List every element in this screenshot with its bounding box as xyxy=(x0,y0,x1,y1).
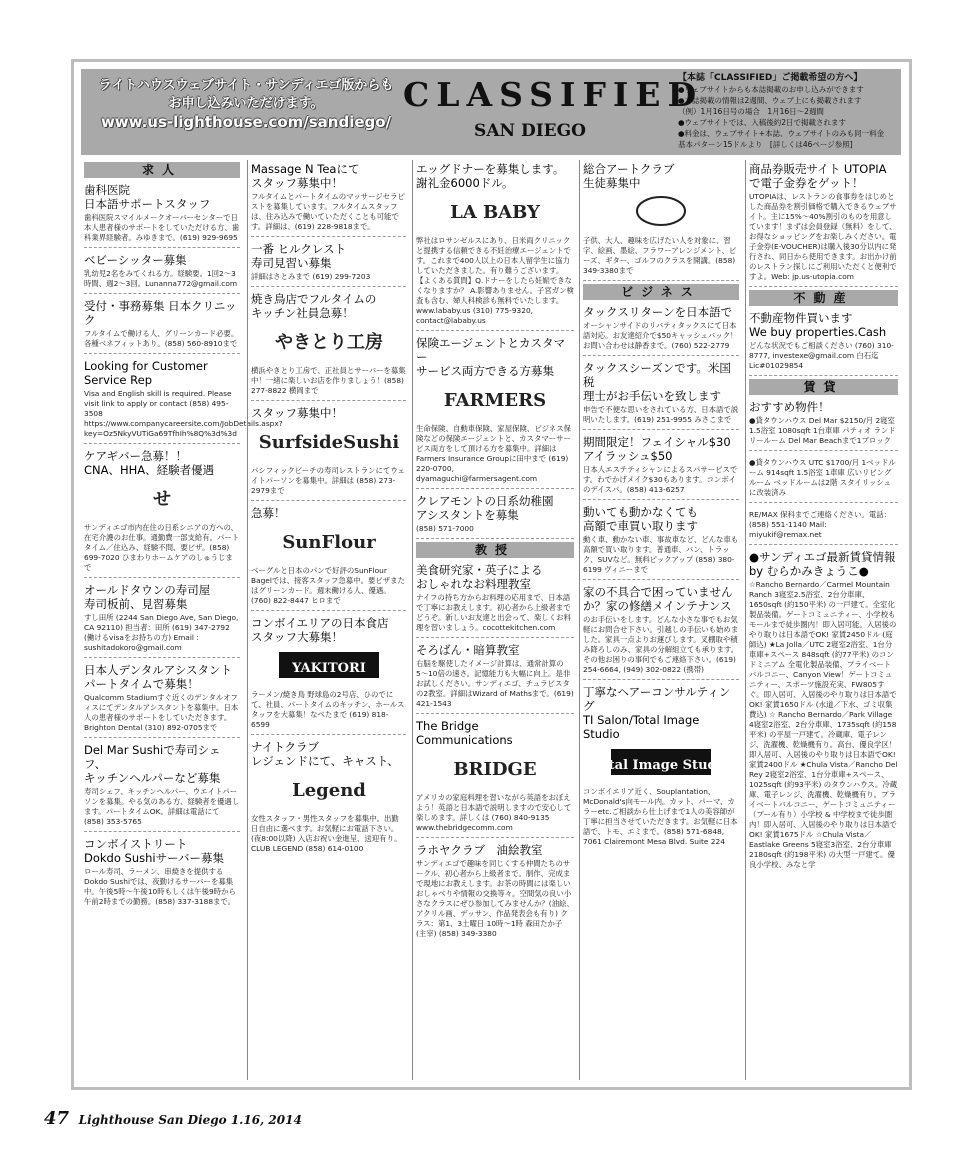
palette-icon xyxy=(637,197,685,225)
ad-body: ●貸タウンハウス Del Mar $2150/月 2寝室 1.5浴室 1080sqft 1台車庫 パティオ ランドリールーム Del Mar Beachまで1ブロック xyxy=(749,416,896,445)
logo-image xyxy=(259,772,399,806)
ad-body: フルタイムとパートタイムのマッサージセラピストを募集しています。フルタイムスタッフは、住み込みで働いていただくことも可能です。詳細は、(619) 228-9818まで。 xyxy=(251,192,405,231)
ad-title: おすすめ物件！ xyxy=(749,400,830,414)
logo-text: やきとり工房 xyxy=(274,332,383,353)
ad-body: ナイフの持ち方からお料理の応用まで、日本語で丁寧にお教えします。初心者から上級者までどうぞ。新しいお友達と出会って、楽しくお料理を習いましょう。cocottekitchen.com xyxy=(416,593,571,632)
logo-text: YAKITORI xyxy=(291,661,366,676)
banner-notice xyxy=(678,73,894,150)
ad-body: 動く車、動かない車、事故車など、どんな車も高額で買い取ります。普通車、バン、トラック、SUVなど。無料ピックアップ (858) 380-6199 ヴィニーまで xyxy=(583,535,739,574)
banner-title: CLASSIFIED xyxy=(403,75,704,114)
ad-title: 商品券販売サイト UTOPIA で電子金券をゲット！ xyxy=(749,162,887,190)
ad-title: ナイトクラブ レジェンドにて、キャスト、 xyxy=(251,740,399,768)
banner-url[interactable]: www.us-lighthouse.com/sandiego/ xyxy=(100,113,392,131)
ad-body: ベーグルと日本のパンで好評のSunFlour Bagelでは、接客スタッフ急募中。要ビザまたはグリーンカード。週末働ける人、優遇。(760) 822-8447 ヒロまで xyxy=(251,566,405,605)
page-number: 47 xyxy=(44,1108,70,1129)
ad-title: 急募！ xyxy=(251,506,286,520)
ad-title: タックスシーズンです。米国税 理士がお手伝いを致します xyxy=(583,361,731,403)
logo-image xyxy=(259,648,399,682)
classified-ad xyxy=(84,357,283,444)
category-header: 教授 xyxy=(416,542,574,558)
ad-title: クレアモントの日系幼稚園 アシスタントを募集 xyxy=(416,494,554,522)
ad-title: 一番 ヒルクレスト 寿司見習い募集 xyxy=(251,242,347,270)
ad-body: Qualcomm Stadiumすぐ近くのデンタルオフィスにてデンタルアシスタントを募集中。日本人の患者様のサポートをしていただきます。Brighton Dental (310) 892-0705まで xyxy=(84,693,239,732)
classified-ad xyxy=(251,614,406,735)
ad-title: 保険エージェントとカスタマー サービス両方できる方募集 xyxy=(416,336,566,378)
ad-body: パシフィックビーチの寿司レストランにてウェイトパーソンを募集中。詳細は (858) 273-2979まで xyxy=(251,466,405,495)
classified-ad xyxy=(583,583,739,680)
column-1 xyxy=(81,160,283,1080)
classified-ad xyxy=(251,160,406,237)
ad-body: すし田所 (2244 San Diego Ave, San Diego, CA 92110) 担当者：田所 (619) 347-2792 (働けるvisaをお持ちの方) Email : sushitadokoro@gmail.com xyxy=(84,613,239,652)
column-5 xyxy=(745,160,901,1080)
classified-ad xyxy=(84,447,240,578)
ad-body: ラーメン/焼き鳥 野球島の2号店、ひのでにて、社員、パートタイムのキッチン、ホールスタッフを大募集！なべたまで (619) 818-6599 xyxy=(251,690,405,729)
banner-notice-line: ●ウェブサイトからも本誌掲載のお申し込みができます xyxy=(678,85,864,94)
ad-body: ロール寿司、ラーメン、串焼きを提供するDokdo Sushiでは、夜勤けるサーバーを募集中。午後5時〜午後10時もしくは午後9時から午前2時までの勤務。(858) 337-3188まで。 xyxy=(84,867,236,906)
column-4 xyxy=(579,160,742,1080)
ad-body: どんな状況でもご相談ください (760) 310-8777, investexe@gmail.com 白石迄 Lic#01029854 xyxy=(749,341,894,370)
logo-image xyxy=(92,481,232,515)
banner-notice-line: ●料金は、ウェブサイト+本誌、ウェブサイトのみも同一料金 xyxy=(678,129,885,138)
classified-ad xyxy=(583,303,739,356)
logo-text: FARMERS xyxy=(443,390,547,411)
classified-ad xyxy=(416,641,574,714)
classified-ad xyxy=(749,160,898,287)
classified-ad xyxy=(84,181,240,248)
ad-body: 寿司シェフ、キッチンヘルパー、ウエイトパーソンを募集。やる気のある方、経験者を優遇します。パートタイムOK。詳細は電話にて (858) 353-5765 xyxy=(84,787,240,826)
ad-title: Looking for Customer Service Rep xyxy=(84,359,208,387)
banner-promo-line2: お申し込みいただけます。 xyxy=(168,96,324,111)
logo-image xyxy=(425,382,565,416)
publication-info: Lighthouse San Diego 1.16, 2014 xyxy=(78,1113,302,1127)
classified-ad xyxy=(251,240,406,287)
ad-title: コンボイエリアの日本食店 スタッフ大募集！ xyxy=(251,616,389,644)
ad-title: 動いても動かなくても 高額で車買い取ります xyxy=(583,505,698,533)
ad-title: 歯科医院 日本語サポートスタッフ xyxy=(84,183,211,211)
classified-ad xyxy=(583,433,739,500)
logo-image xyxy=(259,424,399,458)
ad-body: オーシャンサイドのリバティタックスにて日本語対応。お友達紹介で$50キャッシュバック！お問い合わせは静香まで。(760) 522-2779 xyxy=(583,321,738,350)
ad-body: サンディエゴ市内在住の日系シニアの方への、在宅介護のお仕事。通勤費一部支給有。パートタイム／住込み、経験不問、要ビザ。(858) 699-7020 ひまわりホームケアのしゅうじまで xyxy=(84,523,240,572)
ad-body: RE/MAX 保科までご連絡ください。電話：(858) 551-1140 Mail: miyukif@remax.net xyxy=(749,510,892,539)
ad-logo xyxy=(416,382,574,420)
classified-ad xyxy=(416,334,574,489)
ad-logo xyxy=(416,194,574,232)
logo-image xyxy=(259,524,399,558)
banner-promo xyxy=(81,77,411,131)
logo-text: Legend xyxy=(291,780,366,801)
column-3 xyxy=(412,160,577,1080)
ad-title: コンボイストリート Dokdo Sushiサーバー募集 xyxy=(84,837,225,865)
ad-body: 右脳を駆使したイメージ計算は、通常計算の5〜10倍の速さ。記憶能力も大幅に向上。是非お試しください。サンディエゴ、チュラビスタの2教室。詳細はWizard of Mathsまで。(619) 421-1543 xyxy=(416,659,574,708)
logo-text: LA BABY xyxy=(450,202,540,223)
ad-title: 家の不具合で困っていません か？家の修繕メインテナンス xyxy=(583,585,733,613)
ad-body: ●貸タウンハウス UTC $1700/月 1ベッドルーム 914sqft 1.5浴室 1車庫 広いリビングルーム ベッドルームは2階 スタイリッシュに改装済み xyxy=(749,458,896,497)
classified-ad xyxy=(84,297,240,354)
classified-ad xyxy=(251,738,406,858)
banner-notice-line: 基本パターン15ドルより [詳しくは46ページ参照] xyxy=(678,140,853,149)
classified-ad xyxy=(416,841,574,943)
ad-body: 横浜やきとり工房で、正社員とサーバーを募集中！一緒に楽しいお店を作りましょう！(858) 277-8822 横岡まで xyxy=(251,366,406,395)
ad-body: アメリカの家庭料理を習いながら英語をおぼえよう！英語と日本語で説明しますので安心して楽しめます。詳しくは (760) 840-9135 www.thebridgecomm.com xyxy=(416,793,572,832)
ad-body: 歯科医院スマイルメークオーバーセンターで日本人患者様のサポートをしていただける方、歯科業界経験者。みゆきまで。(619) 929-9695 xyxy=(84,213,240,242)
logo-text: SurfsideSushi xyxy=(258,432,399,453)
ad-title: ケアギバー急募！！ CNA、HHA、経験者優遇 xyxy=(84,449,215,477)
classified-ad xyxy=(583,683,739,851)
logo-text: SunFlour xyxy=(281,532,376,553)
ad-body: 子供、大人、趣味を広げたい人を対象に、習字、絵画、墨絵、フラワーアレンジメント、ビーズ、ギター、ゴルフのクラスを開講。(858) 349-3380まで xyxy=(583,236,737,275)
ad-title: 丁寧なヘアーコンサルティング TI Salon/Total Image Studio xyxy=(583,685,731,741)
category-header: ビジネス xyxy=(583,284,739,300)
logo-image xyxy=(591,194,731,228)
ad-logo xyxy=(583,745,739,783)
ad-logo xyxy=(251,648,406,686)
ad-body: 日本人エステティシャンによるスパサービスです。わでかげメイク$30もあります。コンボイのデイスパ。(858) 413-6257 xyxy=(583,465,738,494)
ad-title: Del Mar Sushiで寿司シェフ、 キッチンヘルパーなど募集 xyxy=(84,743,221,785)
classified-ad xyxy=(583,503,739,580)
classified-ad xyxy=(84,251,240,294)
classified-ad xyxy=(749,398,898,451)
ad-body: UTOPIAは、レストランの食事券をはじめとした商品券を割引価格で購入できるウェブサイト。主に15%〜40%割引のものを用意しています！まずは会員登録（無料）をして、お得なショッピングをお楽しみください。電子金券(E-VOUCHER)は購入後30分以内に発行され、同日から使用できます。お出かけ前のレストラン探しにご利用いただくと便利ですよ。Web: jp.us-utopia.com xyxy=(749,192,897,281)
ad-logo xyxy=(251,772,406,810)
logo-text: Total Image Studio xyxy=(591,758,731,773)
classified-ad xyxy=(84,661,240,738)
column-2 xyxy=(247,160,409,1080)
banner-notice-line: ●本誌掲載の情報は2週間、ウェブ上にも掲載されます xyxy=(678,96,862,105)
classified-ad xyxy=(749,454,898,503)
classified-ad xyxy=(251,504,406,611)
ad-logo xyxy=(251,424,406,462)
logo-text: せ xyxy=(153,489,171,510)
category-header: 求人 xyxy=(84,162,240,178)
logo-image xyxy=(591,745,731,779)
classified-ad xyxy=(416,492,574,539)
banner-subtitle: SAN DIEGO xyxy=(474,121,586,141)
ad-body: 生命保険、自動車保険、家屋保険、ビジネス保険などの保険エージェントと、カスタマーサービス両方をして頂ける方を募集中。詳細はFarmers Insurance Groupに田中まで (619) 220-0700, dyamaguchi@farmersagent.com xyxy=(416,424,571,483)
banner-notice-title: 【本誌「CLASSIFIED」ご掲載希望の方へ】 xyxy=(678,73,863,83)
ad-title: The Bridge Communications xyxy=(416,719,513,747)
ad-body: コンボイエリア近く、Souplantation、McDonald's向モール内。カット、パーマ、カラーetc.ご相談から仕上げまで1人の美容師が丁寧に担当させていただきます。お気軽に日本語で、トモ、エミまで。(858) 571-6848, 7061 Clairemont Mesa Blvd. Suite 224 xyxy=(583,787,738,846)
banner-notice-line: （例）1月16日号の場合 1月16日〜2週間 xyxy=(678,107,824,116)
classified-ad xyxy=(749,309,898,376)
ad-body: Visa and English skill is required. Please visit link to apply or contact (858) 495-3508 https://www.companycareersite.com/JobDetails.aspx?key=Oz5NkyVUTiGa69TfhIh%8Q%3d%3d xyxy=(84,389,283,438)
ad-body: 乳幼児2名をみてくれる方。経験要。1回2〜3時間、週2〜3回。Lunanna772@gmail.com xyxy=(84,269,238,288)
classified-ad xyxy=(416,717,574,838)
classified-ad xyxy=(416,561,574,638)
ad-title: 総合アートクラブ 生徒募集中 xyxy=(583,162,675,190)
ad-body: サンディエゴで趣味を同じくする仲間たちのサークル、初心者から上級者まで。制作、完成まで現地にお教えします。お茶の時間には楽しいおしゃべりや情報の交換等々。空間気の良い小さなクラスにぜひ参加してみませんか？(油絵、アクリル画、デッサン、作品発表会も有り) クラス：第1、3土曜日 10時〜1時 森田たか子 (主宰) (858) 349-3380 xyxy=(416,859,574,938)
classified-ad xyxy=(583,359,739,430)
classified-ad xyxy=(84,581,240,658)
classified-ad xyxy=(251,290,406,401)
classified-ad xyxy=(583,160,739,281)
ad-title: タックスリターンを日本語で xyxy=(583,305,733,319)
logo-image xyxy=(259,324,399,358)
ad-body: (858) 571-7000 xyxy=(416,524,474,533)
ad-logo xyxy=(84,481,240,519)
classified-ad xyxy=(749,548,898,874)
ad-body: 女性スタッフ・男性スタッフを募集中。出勤日自由に選べます。お気軽にお電話下さい。(夜8:00以降) 入店お祝い金進呈、送迎有り。CLUB LEGEND (858) 614-0100 xyxy=(251,814,402,853)
classified-ad xyxy=(84,741,240,832)
ad-body: のお手伝いをします。どんな小さな事でもお気軽にお問合せ下さい。引越しの手伝いも始めました。家具一点よりお運びします。叉棚取や積み降ろしのみ、家具の分解組立ても承ります。その他お困りの事何でもご連絡下さい。(619) 254-6664, (949) 302-0822 (携帯) xyxy=(583,615,739,674)
ad-body: 弊社はロサンゼルスにあり、日米両クリニックと提携する信頼できる不妊治療エージェントです。これまで400人以上の日本人留学生に協力していただきました。有り難うございます。【よくある質問】Q.ドナーをしたら妊娠できなくなりますか？ A.影響ありません。子宮ガン検査も含む、婦人科検診も無料でいたします。www.lababy.us (310) 775-9320, contact@lababy.us xyxy=(416,236,574,325)
classified-ad xyxy=(416,160,574,331)
logo-text: BRIDGE xyxy=(453,759,537,780)
ad-title: ●サンディエゴ最新賃貸情報 by むらかみきょうこ● xyxy=(749,550,896,578)
ad-body: 申告で不便な思いをされている方、日本語で説明いたします。(619) 251-9955 みさこまで xyxy=(583,405,739,424)
ad-body: 詳細はさとみまで (619) 299-7203 xyxy=(251,272,371,281)
ad-logo xyxy=(583,194,739,232)
logo-image xyxy=(425,194,565,228)
ad-title: エッグドナーを募集します。 謝礼金6000ドル。 xyxy=(416,162,565,190)
ad-title: ベビーシッター募集 xyxy=(84,253,187,267)
ad-logo xyxy=(251,324,406,362)
ad-logo xyxy=(251,524,406,562)
classified-ad xyxy=(749,506,898,545)
ad-title: 期間限定！フェイシャル$30 アイラッシュ$50 xyxy=(583,435,731,463)
ad-title: 受付・事務募集 日本クリニック xyxy=(84,299,237,327)
category-header: 不動産 xyxy=(749,290,898,306)
ad-body: フルタイムで働ける人、グリーンカード必要。各種ベネフィットあり。(858) 560-8910まで xyxy=(84,329,239,348)
ad-body: ☆Rancho Bernardo／Carmel Mountain Ranch 3寝室2.5浴室、2台分車庫、1650sqft (約150平米) の一戸建て。全室化製品装備。ゲートコミュニティー、小学校もモールまで徒歩圏内！即入居可能。入居後のやり取りは日本語でOK! 家賃2450ドル (庭師込) ★La Jolla／UTC 2寝室2浴室、1台分車庫+スペース 848sqft (約77平米) のコンドミニアム 全電化製品装備、プライベートバルコニー、Canyon View！ゲートコミュニティー、スポーツ施設充実、FW805すぐ。即入居可、入居後のやり取りは日本語でOK! 家賃1650ドル (水道／下水、ゴミ収集費込) ☆ Rancho Bernardo／Park Village 4寝室2浴室、2台分車庫、1735sqft (約158平米) の平屋一戸建て。冷蔵庫、電子レンジ、洗濯機、乾燥機有り。高台、優良学区！即入居可、入居後のやり取りは日本語でOK! 家賃2400ドル ★Chula Vista／Rancho Del Rey 2寝室2浴室、1台分車庫+スペース、1025sqft (約93平米) のタウンハウス。冷蔵庫、電子レンジ、洗濯機、乾燥機有り。プライベートバルコニー、ゲートコミュニティー（プール有り）小学校 & 中学校まで徒歩圏内！即入居可、入居後のやり取りは日本語でOK! 家賃1675ドル ☆Chula Vista／Eastlake Greens 5寝室3浴室、2台分車庫 2180sqft (約198平米) の大型一戸建て。優良小学校、みなと学 xyxy=(749,580,898,869)
ad-title: 不動産物件買います We buy properties.Cash xyxy=(749,311,887,339)
ad-title: 美食研究家・英子による おしゃれなお料理教室 xyxy=(416,563,543,591)
banner-notice-line: ●ウェブサイトでは、入稿後約2日で掲載されます xyxy=(678,118,846,127)
classified-ad xyxy=(251,404,406,501)
ad-title: スタッフ募集中！ xyxy=(251,406,343,420)
ad-title: Massage N Teaにて スタッフ募集中！ xyxy=(251,162,360,190)
ad-logo xyxy=(416,751,574,789)
banner-promo-line1: ライトハウスウェブサイト・サンディエゴ版からも xyxy=(98,78,394,93)
ad-title: そろばん・暗算教室 xyxy=(416,643,520,657)
classified-banner xyxy=(81,69,901,155)
classified-ad xyxy=(84,835,240,911)
page-footer xyxy=(44,1108,302,1129)
logo-image xyxy=(425,751,565,785)
ad-title: 焼き鳥店でフルタイムの キッチン社員急募！ xyxy=(251,292,377,320)
category-header: 賃貸 xyxy=(749,379,898,395)
ad-title: 日本人デンタルアシスタント パートタイムで募集！ xyxy=(84,663,233,691)
ad-title: オールドタウンの寿司屋 寿司板前、見習募集 xyxy=(84,583,211,611)
ad-title: ラホヤクラブ 油絵教室 xyxy=(416,843,543,857)
